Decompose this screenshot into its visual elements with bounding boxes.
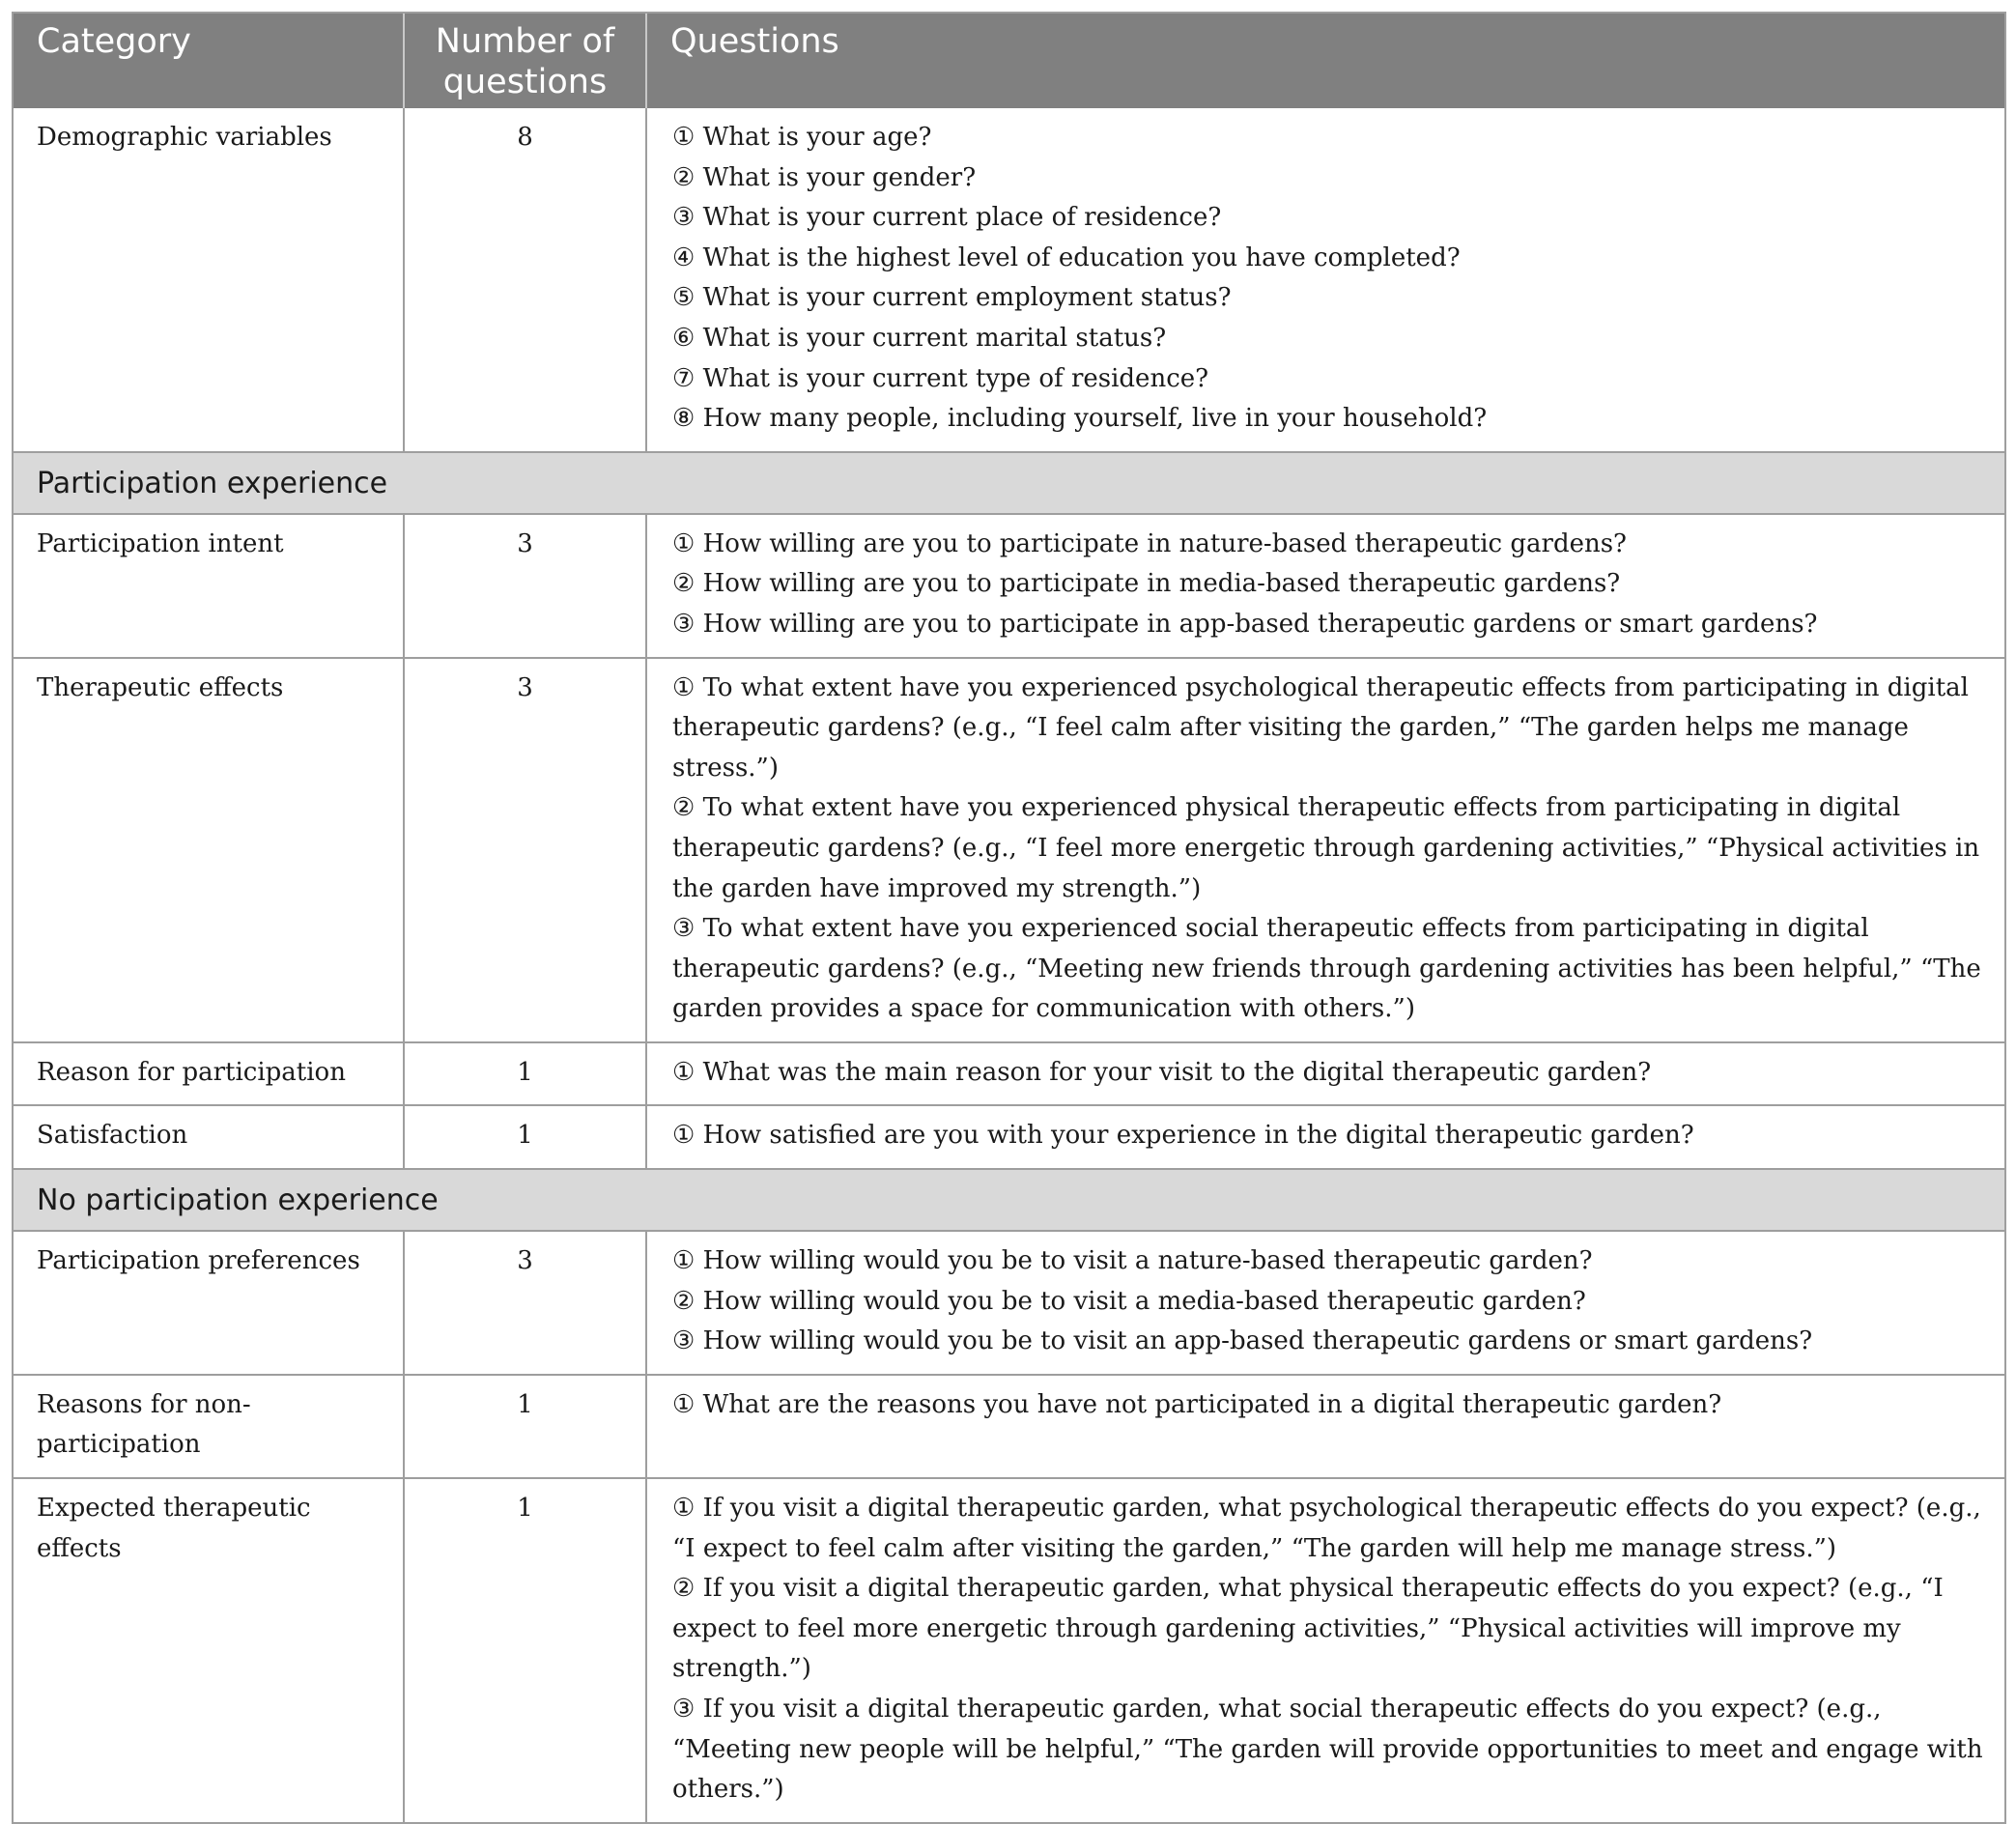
category-cell: Participation intent: [14, 514, 404, 658]
question-item: ① What was the main reason for your visit to the digital therapeutic garden?: [672, 1057, 1652, 1087]
questions-cell: [646, 1231, 2004, 1375]
header-questions: Questions: [646, 14, 2004, 108]
table-row: [14, 514, 2004, 658]
count-cell: 8: [404, 108, 646, 452]
table-row: [14, 1375, 2004, 1478]
question-item: ① What are the reasons you have not participated in a digital therapeutic garden?: [672, 1389, 1722, 1419]
category-cell: Therapeutic effects: [14, 658, 404, 1042]
questions-cell: [646, 658, 2004, 1042]
count-cell: 1: [404, 1042, 646, 1106]
category-cell: Demographic variables: [14, 108, 404, 452]
category-cell: Reason for participation: [14, 1042, 404, 1106]
question-item: ① If you visit a digital therapeutic garden, what psychological therapeutic effects do you expect? (e.g., “I expect to feel calm after visiting the garden,” “The garden will help me manage stress.”): [672, 1494, 1981, 1563]
questions-cell: [646, 1105, 2004, 1169]
header-row: [14, 14, 2004, 108]
question-item: ② How willing are you to participate in media-based therapeutic gardens?: [672, 569, 1621, 599]
count-cell: 1: [404, 1375, 646, 1478]
question-item: ③ If you visit a digital therapeutic garden, what social therapeutic effects do you expect? (e.g., “Meeting new people will be helpful,” “The garden will provide opportunities to meet and engage with others.”): [672, 1695, 1983, 1805]
question-item: ⑤ What is your current employment status?: [672, 283, 1232, 313]
section-row-participation: [14, 452, 2004, 514]
questions-cell: [646, 108, 2004, 452]
count-cell: 3: [404, 514, 646, 658]
question-item: ① How willing are you to participate in nature-based therapeutic gardens?: [672, 528, 1627, 558]
count-cell: 3: [404, 658, 646, 1042]
question-item: ② To what extent have you experienced physical therapeutic effects from participating in digital therapeutic gardens? (e.g., “I feel more energetic through gardening activities,” “Physical activities in the garden have improved my strength.”): [672, 793, 1980, 903]
count-cell: 1: [404, 1478, 646, 1822]
question-item: ② What is your gender?: [672, 162, 977, 192]
table-row: [14, 658, 2004, 1042]
category-cell: Reasons for non-participation: [14, 1375, 404, 1478]
count-cell: 3: [404, 1231, 646, 1375]
question-item: ③ How willing would you be to visit an app-based therapeutic gardens or smart gardens?: [672, 1326, 1813, 1356]
question-item: ① How willing would you be to visit a nature-based therapeutic garden?: [672, 1246, 1593, 1276]
question-item: ③ What is your current place of residence?: [672, 203, 1222, 233]
question-item: ⑦ What is your current type of residence?: [672, 363, 1209, 393]
question-item: ② If you visit a digital therapeutic garden, what physical therapeutic effects do you expect? (e.g., “I expect to feel more energetic through gardening activities,” “Physical activities will improve my strength.”): [672, 1574, 1944, 1684]
header-number-of-questions: Number of questions: [404, 14, 646, 108]
question-item: ③ How willing are you to participate in app-based therapeutic gardens or smart gardens?: [672, 609, 1818, 639]
table-row: [14, 1231, 2004, 1375]
category-cell: Participation preferences: [14, 1231, 404, 1375]
section-heading: Participation experience: [14, 452, 2004, 514]
question-item: ④ What is the highest level of education you have completed?: [672, 242, 1461, 272]
header-category: Category: [14, 14, 404, 108]
question-item: ③ To what extent have you experienced social therapeutic effects from participating in digital therapeutic gardens? (e.g., “Meeting new friends through gardening activities has been helpful,” “The garden provides a space for communication with others.”): [672, 914, 1981, 1024]
category-cell: Satisfaction: [14, 1105, 404, 1169]
table-row: [14, 1105, 2004, 1169]
count-cell: 1: [404, 1105, 646, 1169]
questions-cell: [646, 1375, 2004, 1478]
question-item: ⑥ What is your current marital status?: [672, 323, 1167, 353]
category-cell: Expected therapeutic effects: [14, 1478, 404, 1822]
question-item: ② How willing would you be to visit a media-based therapeutic garden?: [672, 1286, 1586, 1316]
question-item: ⑧ How many people, including yourself, live in your household?: [672, 404, 1488, 434]
section-heading: No participation experience: [14, 1169, 2004, 1231]
questions-cell: [646, 1042, 2004, 1106]
survey-table-container: [12, 12, 2006, 1824]
question-item: ① What is your age?: [672, 123, 932, 152]
survey-questions-table: [14, 14, 2004, 1822]
table-row: [14, 108, 2004, 452]
questions-cell: [646, 514, 2004, 658]
table-row: [14, 1042, 2004, 1106]
question-item: ① To what extent have you experienced psychological therapeutic effects from participating in digital therapeutic gardens? (e.g., “I feel calm after visiting the garden,” “The garden helps me manage stress.”): [672, 672, 1969, 783]
question-item: ① How satisfied are you with your experience in the digital therapeutic garden?: [672, 1121, 1694, 1151]
section-row-no-participation: [14, 1169, 2004, 1231]
